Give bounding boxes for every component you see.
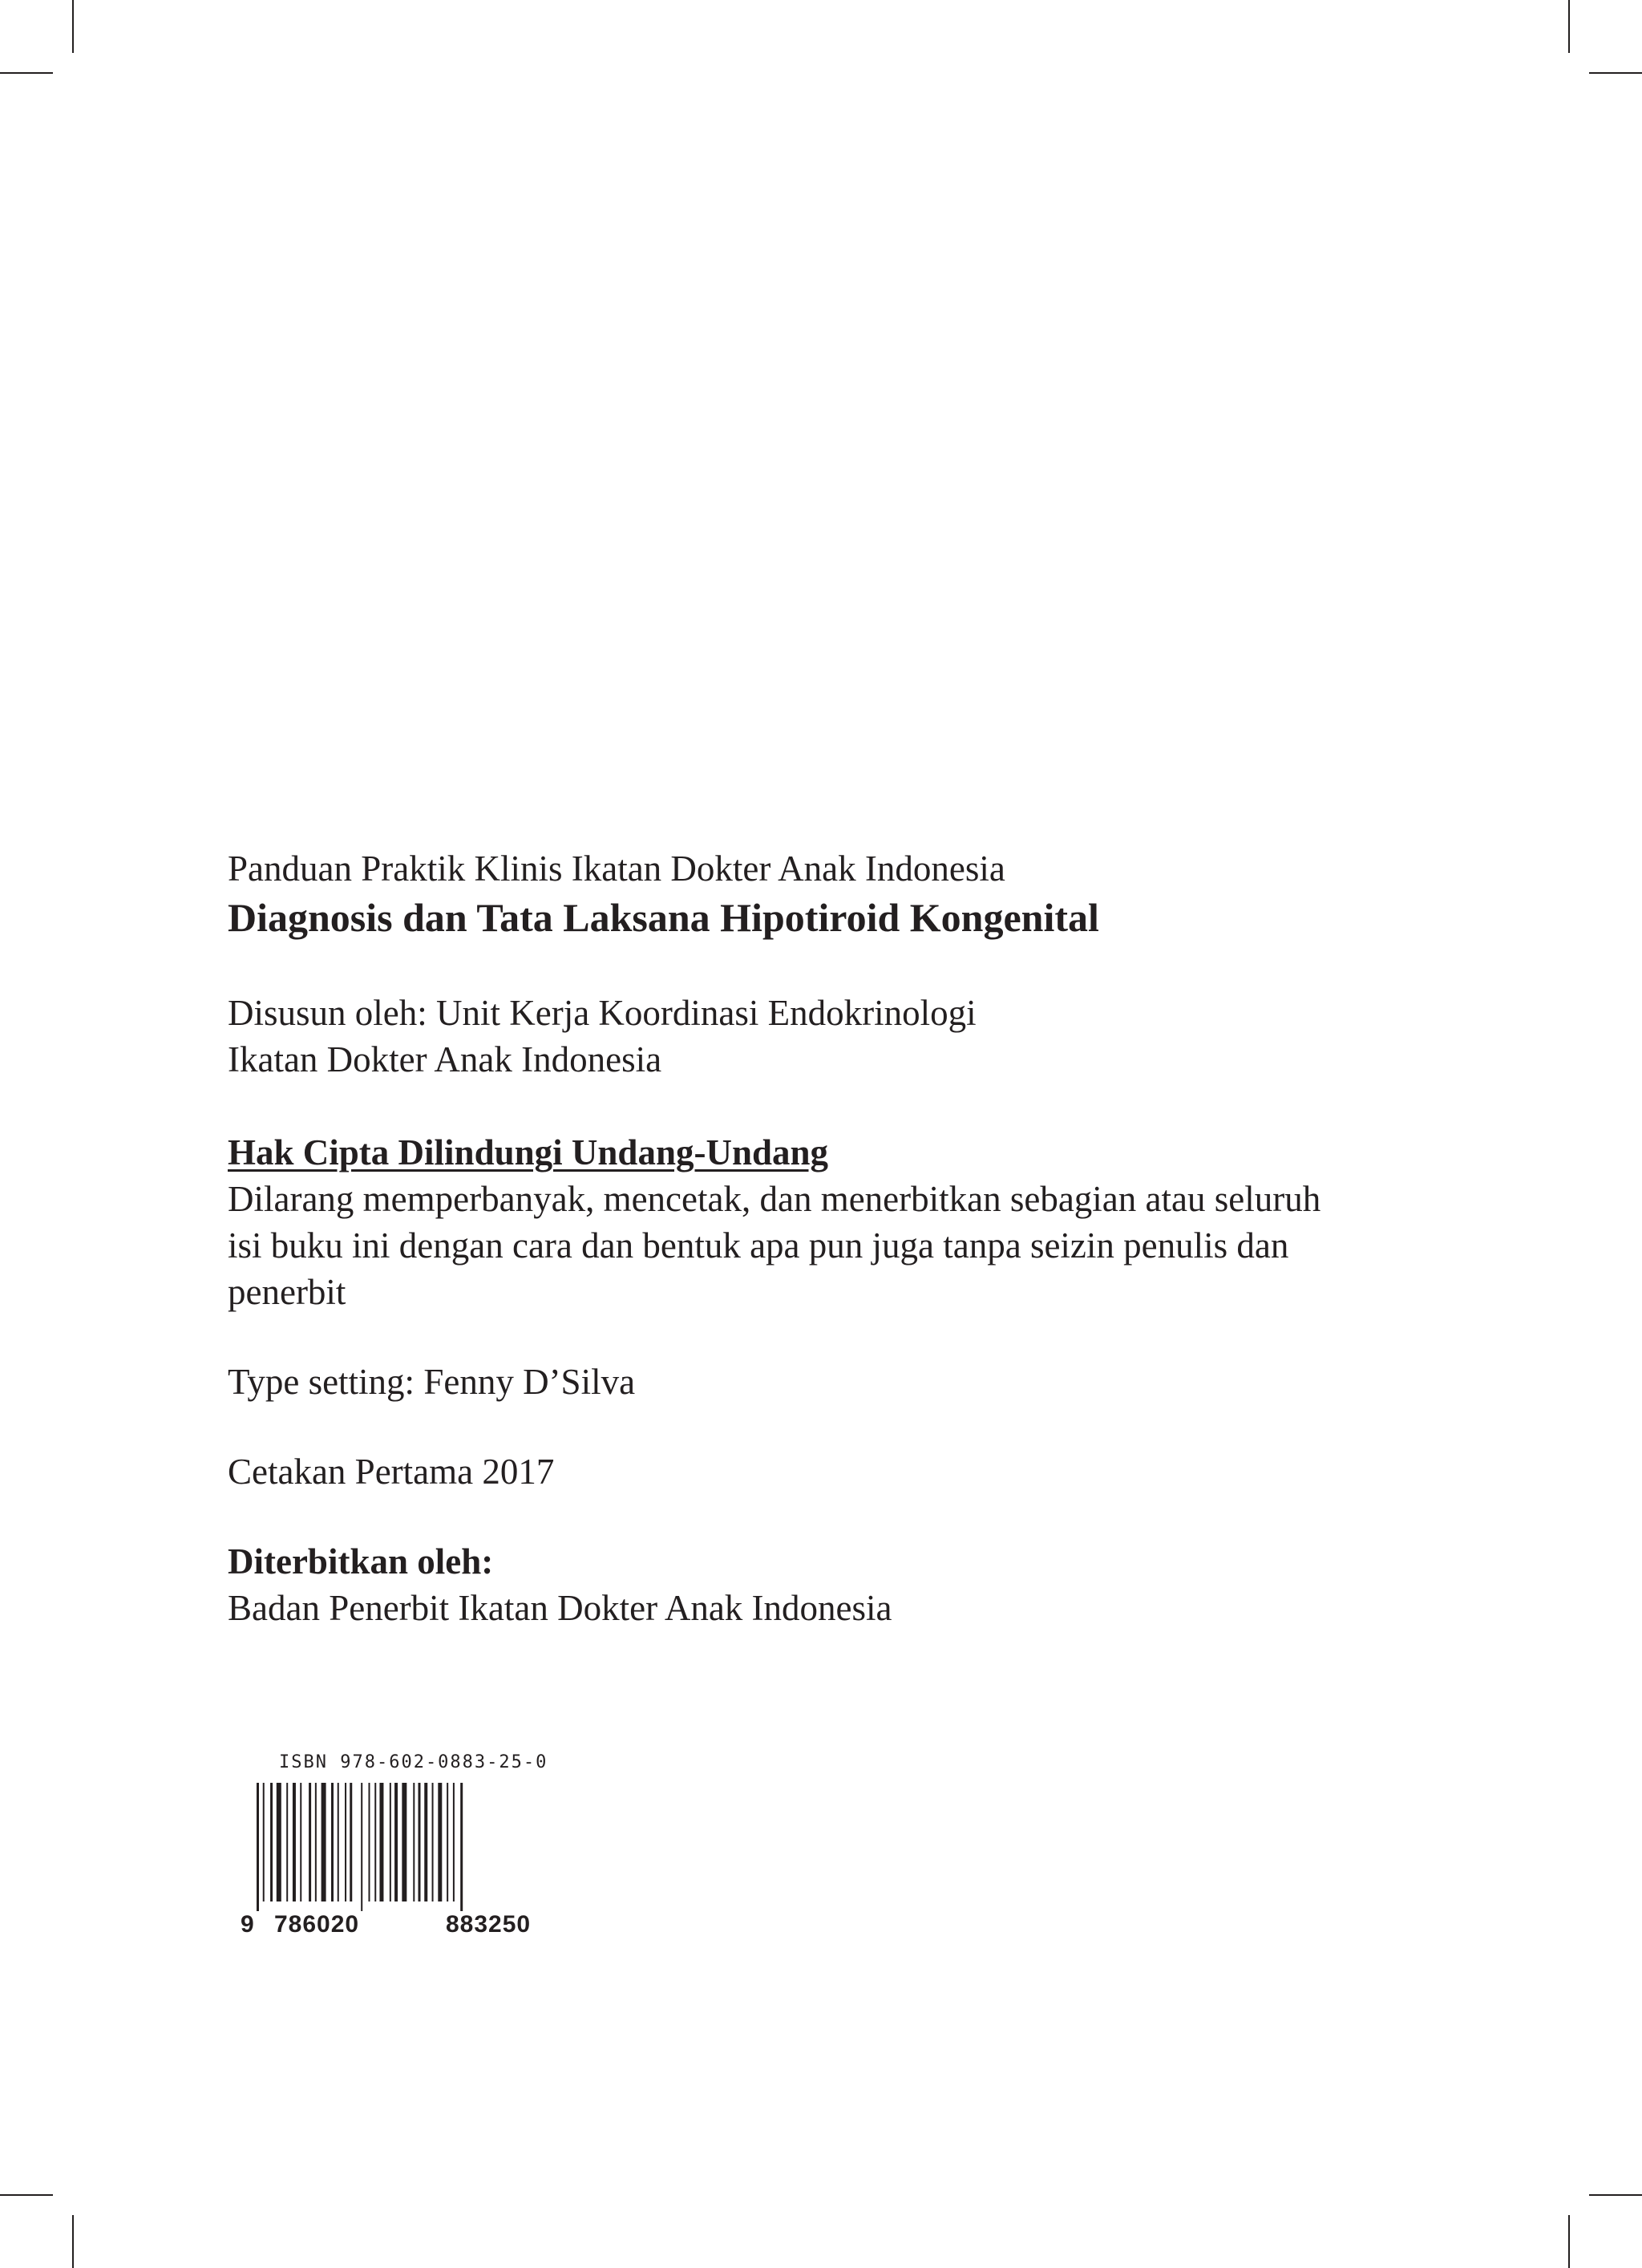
barcode-bar [379, 1783, 383, 1901]
crop-mark [1568, 0, 1570, 53]
barcode-bar [309, 1783, 311, 1901]
compiled-by-line2: Ikatan Dokter Anak Indonesia [228, 1039, 662, 1079]
edition-line: Cetakan Pertama 2017 [228, 1452, 555, 1492]
crop-mark [72, 0, 74, 53]
compiled-by-line1: Disusun oleh: Unit Kerja Koordinasi Endokrinologi [228, 993, 977, 1033]
barcode-bar [390, 1783, 391, 1901]
barcode-bars [241, 1783, 593, 1911]
barcode-left-digits: 786020 [274, 1911, 360, 1938]
crop-mark [0, 2194, 53, 2196]
barcode-bar [315, 1783, 317, 1901]
copyright-line1: Dilarang memperbanyak, mencetak, dan menerbitkan sebagian atau seluruh [228, 1179, 1321, 1219]
crop-mark [1589, 72, 1642, 74]
barcode-bar [413, 1783, 415, 1901]
crop-mark [72, 2215, 74, 2268]
crop-mark [1568, 2215, 1570, 2268]
crop-mark [0, 72, 53, 74]
barcode-bar [374, 1783, 376, 1901]
copyright-line3: penerbit [228, 1272, 346, 1312]
barcode-bar [263, 1783, 265, 1901]
barcode-bar [432, 1783, 434, 1901]
barcode-bar [300, 1783, 301, 1901]
isbn-label: ISBN 978-602-0883-25-0 [279, 1752, 548, 1772]
barcode-bar [345, 1783, 346, 1901]
crop-mark [1589, 2194, 1642, 2196]
publisher-name: Badan Penerbit Ikatan Dokter Anak Indonesia [228, 1588, 892, 1628]
barcode-bar [257, 1783, 259, 1911]
barcode-bar [338, 1783, 339, 1901]
barcode-bar [402, 1783, 406, 1901]
barcode-bar [270, 1783, 273, 1901]
barcode-bar [438, 1783, 442, 1901]
book-title: Diagnosis dan Tata Laksana Hipotiroid Kongenital [228, 895, 1099, 940]
barcode-bar [322, 1783, 326, 1901]
barcode-bar [350, 1783, 352, 1901]
series-subtitle: Panduan Praktik Klinis Ikatan Dokter Anak Indonesia [228, 848, 1005, 889]
colophon [228, 845, 1390, 1631]
typesetting-credit: Type setting: Fenny D’Silva [228, 1362, 636, 1402]
barcode-right-digits: 883250 [446, 1911, 532, 1938]
barcode-bar [419, 1783, 421, 1901]
copyright-heading: Hak Cipta Dilindungi Undang-Undang [228, 1132, 829, 1172]
barcode-bar [286, 1783, 288, 1901]
barcode-bar [453, 1783, 455, 1901]
barcode-bar [424, 1783, 427, 1901]
barcode-bar [369, 1783, 370, 1901]
barcode-bar [447, 1783, 448, 1901]
isbn-barcode [241, 1752, 593, 1945]
barcode-bar [293, 1783, 296, 1901]
barcode-bar [394, 1783, 398, 1901]
copyright-line2: isi buku ini dengan cara dan bentuk apa pun juga tanpa seizin penulis dan [228, 1225, 1289, 1266]
barcode-bar [460, 1783, 463, 1911]
barcode-bar [277, 1783, 281, 1901]
barcode-lead-digit: 9 [241, 1911, 255, 1938]
barcode-bar [361, 1783, 362, 1911]
publisher-heading: Diterbitkan oleh: [228, 1541, 494, 1582]
barcode-bar [331, 1783, 334, 1901]
